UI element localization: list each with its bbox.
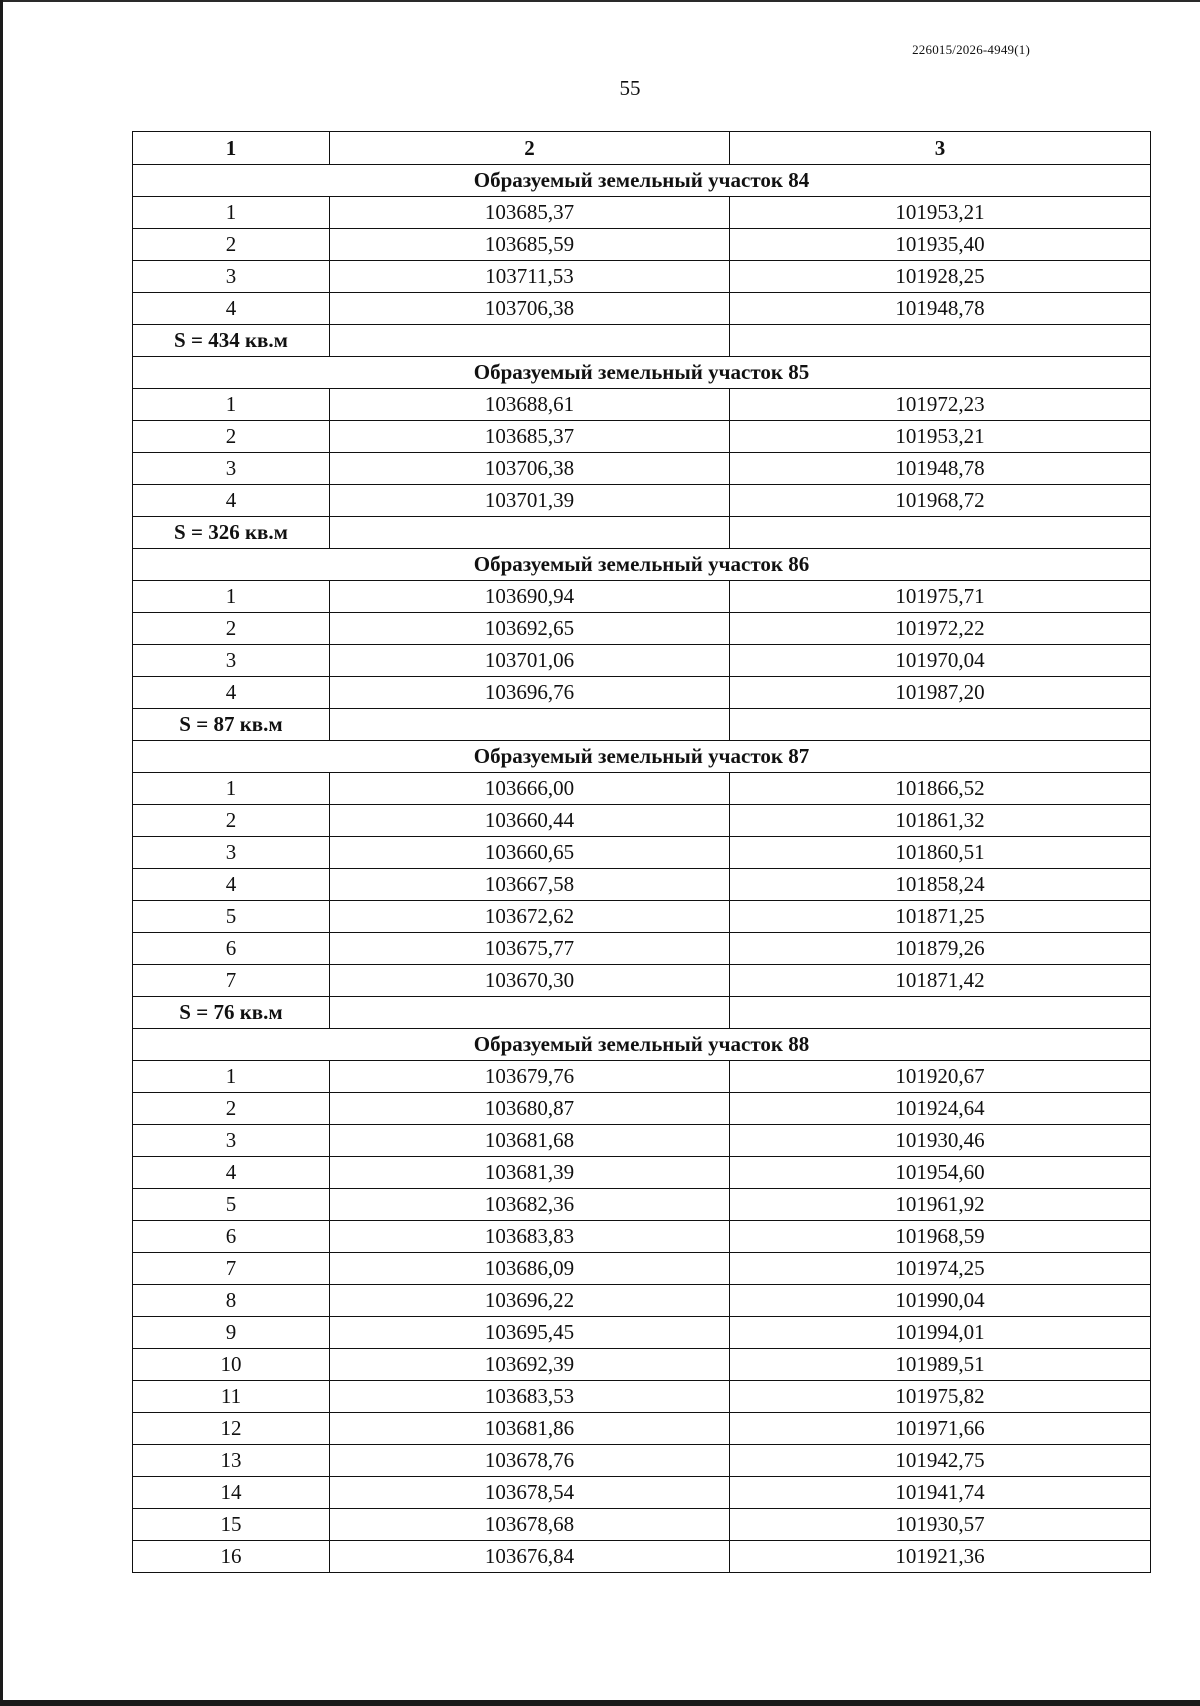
coordinate-y-cell: 101941,74 (730, 1477, 1151, 1509)
table-row (133, 677, 1151, 709)
table-row (133, 1317, 1151, 1349)
coordinate-x-cell: 103711,53 (330, 261, 730, 293)
empty-cell (330, 325, 730, 357)
section-title-row (133, 1029, 1151, 1061)
coordinate-x-cell: 103706,38 (330, 453, 730, 485)
coordinate-x-cell: 103678,68 (330, 1509, 730, 1541)
coordinate-y-cell: 101994,01 (730, 1317, 1151, 1349)
point-number-cell: 16 (133, 1541, 330, 1573)
coordinate-x-cell: 103688,61 (330, 389, 730, 421)
point-number-cell: 4 (133, 293, 330, 325)
point-number-cell: 8 (133, 1285, 330, 1317)
point-number-cell: 6 (133, 1221, 330, 1253)
empty-cell (330, 709, 730, 741)
empty-cell (330, 517, 730, 549)
area-row (133, 709, 1151, 741)
table-row (133, 965, 1151, 997)
coordinate-x-cell: 103681,39 (330, 1157, 730, 1189)
coordinate-x-cell: 103681,86 (330, 1413, 730, 1445)
coordinate-y-cell: 101974,25 (730, 1253, 1151, 1285)
coordinate-x-cell: 103685,37 (330, 197, 730, 229)
point-number-cell: 1 (133, 389, 330, 421)
section-title-row (133, 741, 1151, 773)
coordinate-y-cell: 101972,22 (730, 613, 1151, 645)
coordinate-y-cell: 101942,75 (730, 1445, 1151, 1477)
section-title: Образуемый земельный участок 86 (133, 549, 1151, 581)
table-row (133, 1189, 1151, 1221)
section-title: Образуемый земельный участок 88 (133, 1029, 1151, 1061)
table-row (133, 485, 1151, 517)
coordinate-x-cell: 103706,38 (330, 293, 730, 325)
empty-cell (730, 325, 1151, 357)
coordinate-x-cell: 103692,39 (330, 1349, 730, 1381)
empty-cell (730, 517, 1151, 549)
coordinate-y-cell: 101971,66 (730, 1413, 1151, 1445)
table-header-row (133, 132, 1151, 165)
table-row (133, 197, 1151, 229)
table-row (133, 933, 1151, 965)
coordinate-x-cell: 103679,76 (330, 1061, 730, 1093)
table-row (133, 1541, 1151, 1573)
coordinate-x-cell: 103681,68 (330, 1125, 730, 1157)
coordinate-y-cell: 101948,78 (730, 293, 1151, 325)
coordinate-y-cell: 101858,24 (730, 869, 1151, 901)
coordinate-y-cell: 101920,67 (730, 1061, 1151, 1093)
coordinate-x-cell: 103678,76 (330, 1445, 730, 1477)
point-number-cell: 12 (133, 1413, 330, 1445)
point-number-cell: 1 (133, 773, 330, 805)
table-row (133, 1061, 1151, 1093)
coordinate-x-cell: 103685,59 (330, 229, 730, 261)
coordinate-y-cell: 101948,78 (730, 453, 1151, 485)
coordinate-y-cell: 101866,52 (730, 773, 1151, 805)
table-row (133, 1381, 1151, 1413)
document-number: 226015/2026-4949(1) (912, 42, 1030, 57)
coordinate-y-cell: 101930,57 (730, 1509, 1151, 1541)
coordinate-x-cell: 103685,37 (330, 421, 730, 453)
table-row (133, 1509, 1151, 1541)
section-title: Образуемый земельный участок 87 (133, 741, 1151, 773)
table-row (133, 229, 1151, 261)
table-row (133, 837, 1151, 869)
point-number-cell: 1 (133, 581, 330, 613)
coordinate-y-cell: 101930,46 (730, 1125, 1151, 1157)
table-row (133, 1157, 1151, 1189)
coordinate-y-cell: 101990,04 (730, 1285, 1151, 1317)
point-number-cell: 2 (133, 229, 330, 261)
table-row (133, 1477, 1151, 1509)
point-number-cell: 11 (133, 1381, 330, 1413)
table-row (133, 613, 1151, 645)
scan-edge-top (0, 0, 1200, 2)
coordinate-x-cell: 103696,22 (330, 1285, 730, 1317)
column-header-2: 2 (330, 132, 730, 165)
area-cell: S = 434 кв.м (133, 325, 330, 357)
coordinate-x-cell: 103695,45 (330, 1317, 730, 1349)
column-header-1: 1 (133, 132, 330, 165)
point-number-cell: 1 (133, 197, 330, 229)
table-row (133, 453, 1151, 485)
table-row (133, 901, 1151, 933)
coordinate-y-cell: 101928,25 (730, 261, 1151, 293)
coordinate-y-cell: 101970,04 (730, 645, 1151, 677)
point-number-cell: 9 (133, 1317, 330, 1349)
point-number-cell: 4 (133, 485, 330, 517)
coordinate-x-cell: 103696,76 (330, 677, 730, 709)
section-title-row (133, 549, 1151, 581)
coordinate-y-cell: 101968,72 (730, 485, 1151, 517)
point-number-cell: 2 (133, 805, 330, 837)
coordinate-y-cell: 101972,23 (730, 389, 1151, 421)
area-row (133, 325, 1151, 357)
point-number-cell: 13 (133, 1445, 330, 1477)
table-row (133, 1349, 1151, 1381)
page-number: 55 (619, 76, 641, 100)
point-number-cell: 2 (133, 1093, 330, 1125)
coordinate-x-cell: 103686,09 (330, 1253, 730, 1285)
section-title: Образуемый земельный участок 85 (133, 357, 1151, 389)
point-number-cell: 3 (133, 1125, 330, 1157)
area-cell: S = 76 кв.м (133, 997, 330, 1029)
point-number-cell: 4 (133, 869, 330, 901)
coordinate-y-cell: 101989,51 (730, 1349, 1151, 1381)
point-number-cell: 2 (133, 613, 330, 645)
area-cell: S = 326 кв.м (133, 517, 330, 549)
area-row (133, 517, 1151, 549)
empty-cell (730, 997, 1151, 1029)
table-row (133, 261, 1151, 293)
coordinate-x-cell: 103683,53 (330, 1381, 730, 1413)
coordinate-x-cell: 103690,94 (330, 581, 730, 613)
coordinate-x-cell: 103660,44 (330, 805, 730, 837)
area-row (133, 997, 1151, 1029)
table-row (133, 1221, 1151, 1253)
table-row (133, 1285, 1151, 1317)
point-number-cell: 3 (133, 837, 330, 869)
coordinates-table (132, 131, 1151, 1573)
table-row (133, 1253, 1151, 1285)
section-title-row (133, 357, 1151, 389)
section-title: Образуемый земельный участок 84 (133, 165, 1151, 197)
table-row (133, 1093, 1151, 1125)
coordinate-x-cell: 103660,65 (330, 837, 730, 869)
coordinate-y-cell: 101860,51 (730, 837, 1151, 869)
table-row (133, 581, 1151, 613)
table-row (133, 645, 1151, 677)
point-number-cell: 3 (133, 645, 330, 677)
table-row (133, 1125, 1151, 1157)
table-row (133, 1445, 1151, 1477)
point-number-cell: 7 (133, 1253, 330, 1285)
coordinate-y-cell: 101953,21 (730, 421, 1151, 453)
coordinate-y-cell: 101921,36 (730, 1541, 1151, 1573)
empty-cell (730, 709, 1151, 741)
coordinate-y-cell: 101954,60 (730, 1157, 1151, 1189)
coordinate-x-cell: 103692,65 (330, 613, 730, 645)
coordinate-x-cell: 103676,84 (330, 1541, 730, 1573)
coordinate-x-cell: 103683,83 (330, 1221, 730, 1253)
point-number-cell: 4 (133, 1157, 330, 1189)
section-title-row (133, 165, 1151, 197)
scan-edge-left (0, 0, 3, 1706)
point-number-cell: 14 (133, 1477, 330, 1509)
coordinate-y-cell: 101924,64 (730, 1093, 1151, 1125)
coordinate-y-cell: 101975,82 (730, 1381, 1151, 1413)
coordinates-table-body (133, 132, 1151, 1573)
point-number-cell: 5 (133, 1189, 330, 1221)
point-number-cell: 1 (133, 1061, 330, 1093)
coordinate-y-cell: 101871,25 (730, 901, 1151, 933)
table-row (133, 1413, 1151, 1445)
coordinate-y-cell: 101975,71 (730, 581, 1151, 613)
coordinate-y-cell: 101961,92 (730, 1189, 1151, 1221)
coordinate-x-cell: 103680,87 (330, 1093, 730, 1125)
point-number-cell: 7 (133, 965, 330, 997)
point-number-cell: 3 (133, 453, 330, 485)
coordinate-y-cell: 101871,42 (730, 965, 1151, 997)
coordinate-x-cell: 103701,39 (330, 485, 730, 517)
point-number-cell: 15 (133, 1509, 330, 1541)
table-row (133, 773, 1151, 805)
coordinate-y-cell: 101935,40 (730, 229, 1151, 261)
point-number-cell: 6 (133, 933, 330, 965)
table-row (133, 389, 1151, 421)
point-number-cell: 5 (133, 901, 330, 933)
table-row (133, 421, 1151, 453)
coordinate-x-cell: 103678,54 (330, 1477, 730, 1509)
coordinate-x-cell: 103675,77 (330, 933, 730, 965)
coordinate-y-cell: 101968,59 (730, 1221, 1151, 1253)
coordinate-x-cell: 103701,06 (330, 645, 730, 677)
column-header-3: 3 (730, 132, 1151, 165)
coordinate-x-cell: 103682,36 (330, 1189, 730, 1221)
coordinate-y-cell: 101861,32 (730, 805, 1151, 837)
empty-cell (330, 997, 730, 1029)
scan-edge-bottom (0, 1700, 1200, 1706)
point-number-cell: 2 (133, 421, 330, 453)
coordinate-y-cell: 101987,20 (730, 677, 1151, 709)
table-row (133, 293, 1151, 325)
coordinate-x-cell: 103666,00 (330, 773, 730, 805)
point-number-cell: 3 (133, 261, 330, 293)
point-number-cell: 10 (133, 1349, 330, 1381)
point-number-cell: 4 (133, 677, 330, 709)
coordinate-y-cell: 101879,26 (730, 933, 1151, 965)
table-row (133, 805, 1151, 837)
table-row (133, 869, 1151, 901)
coordinate-y-cell: 101953,21 (730, 197, 1151, 229)
area-cell: S = 87 кв.м (133, 709, 330, 741)
coordinate-x-cell: 103667,58 (330, 869, 730, 901)
coordinate-x-cell: 103670,30 (330, 965, 730, 997)
coordinate-x-cell: 103672,62 (330, 901, 730, 933)
